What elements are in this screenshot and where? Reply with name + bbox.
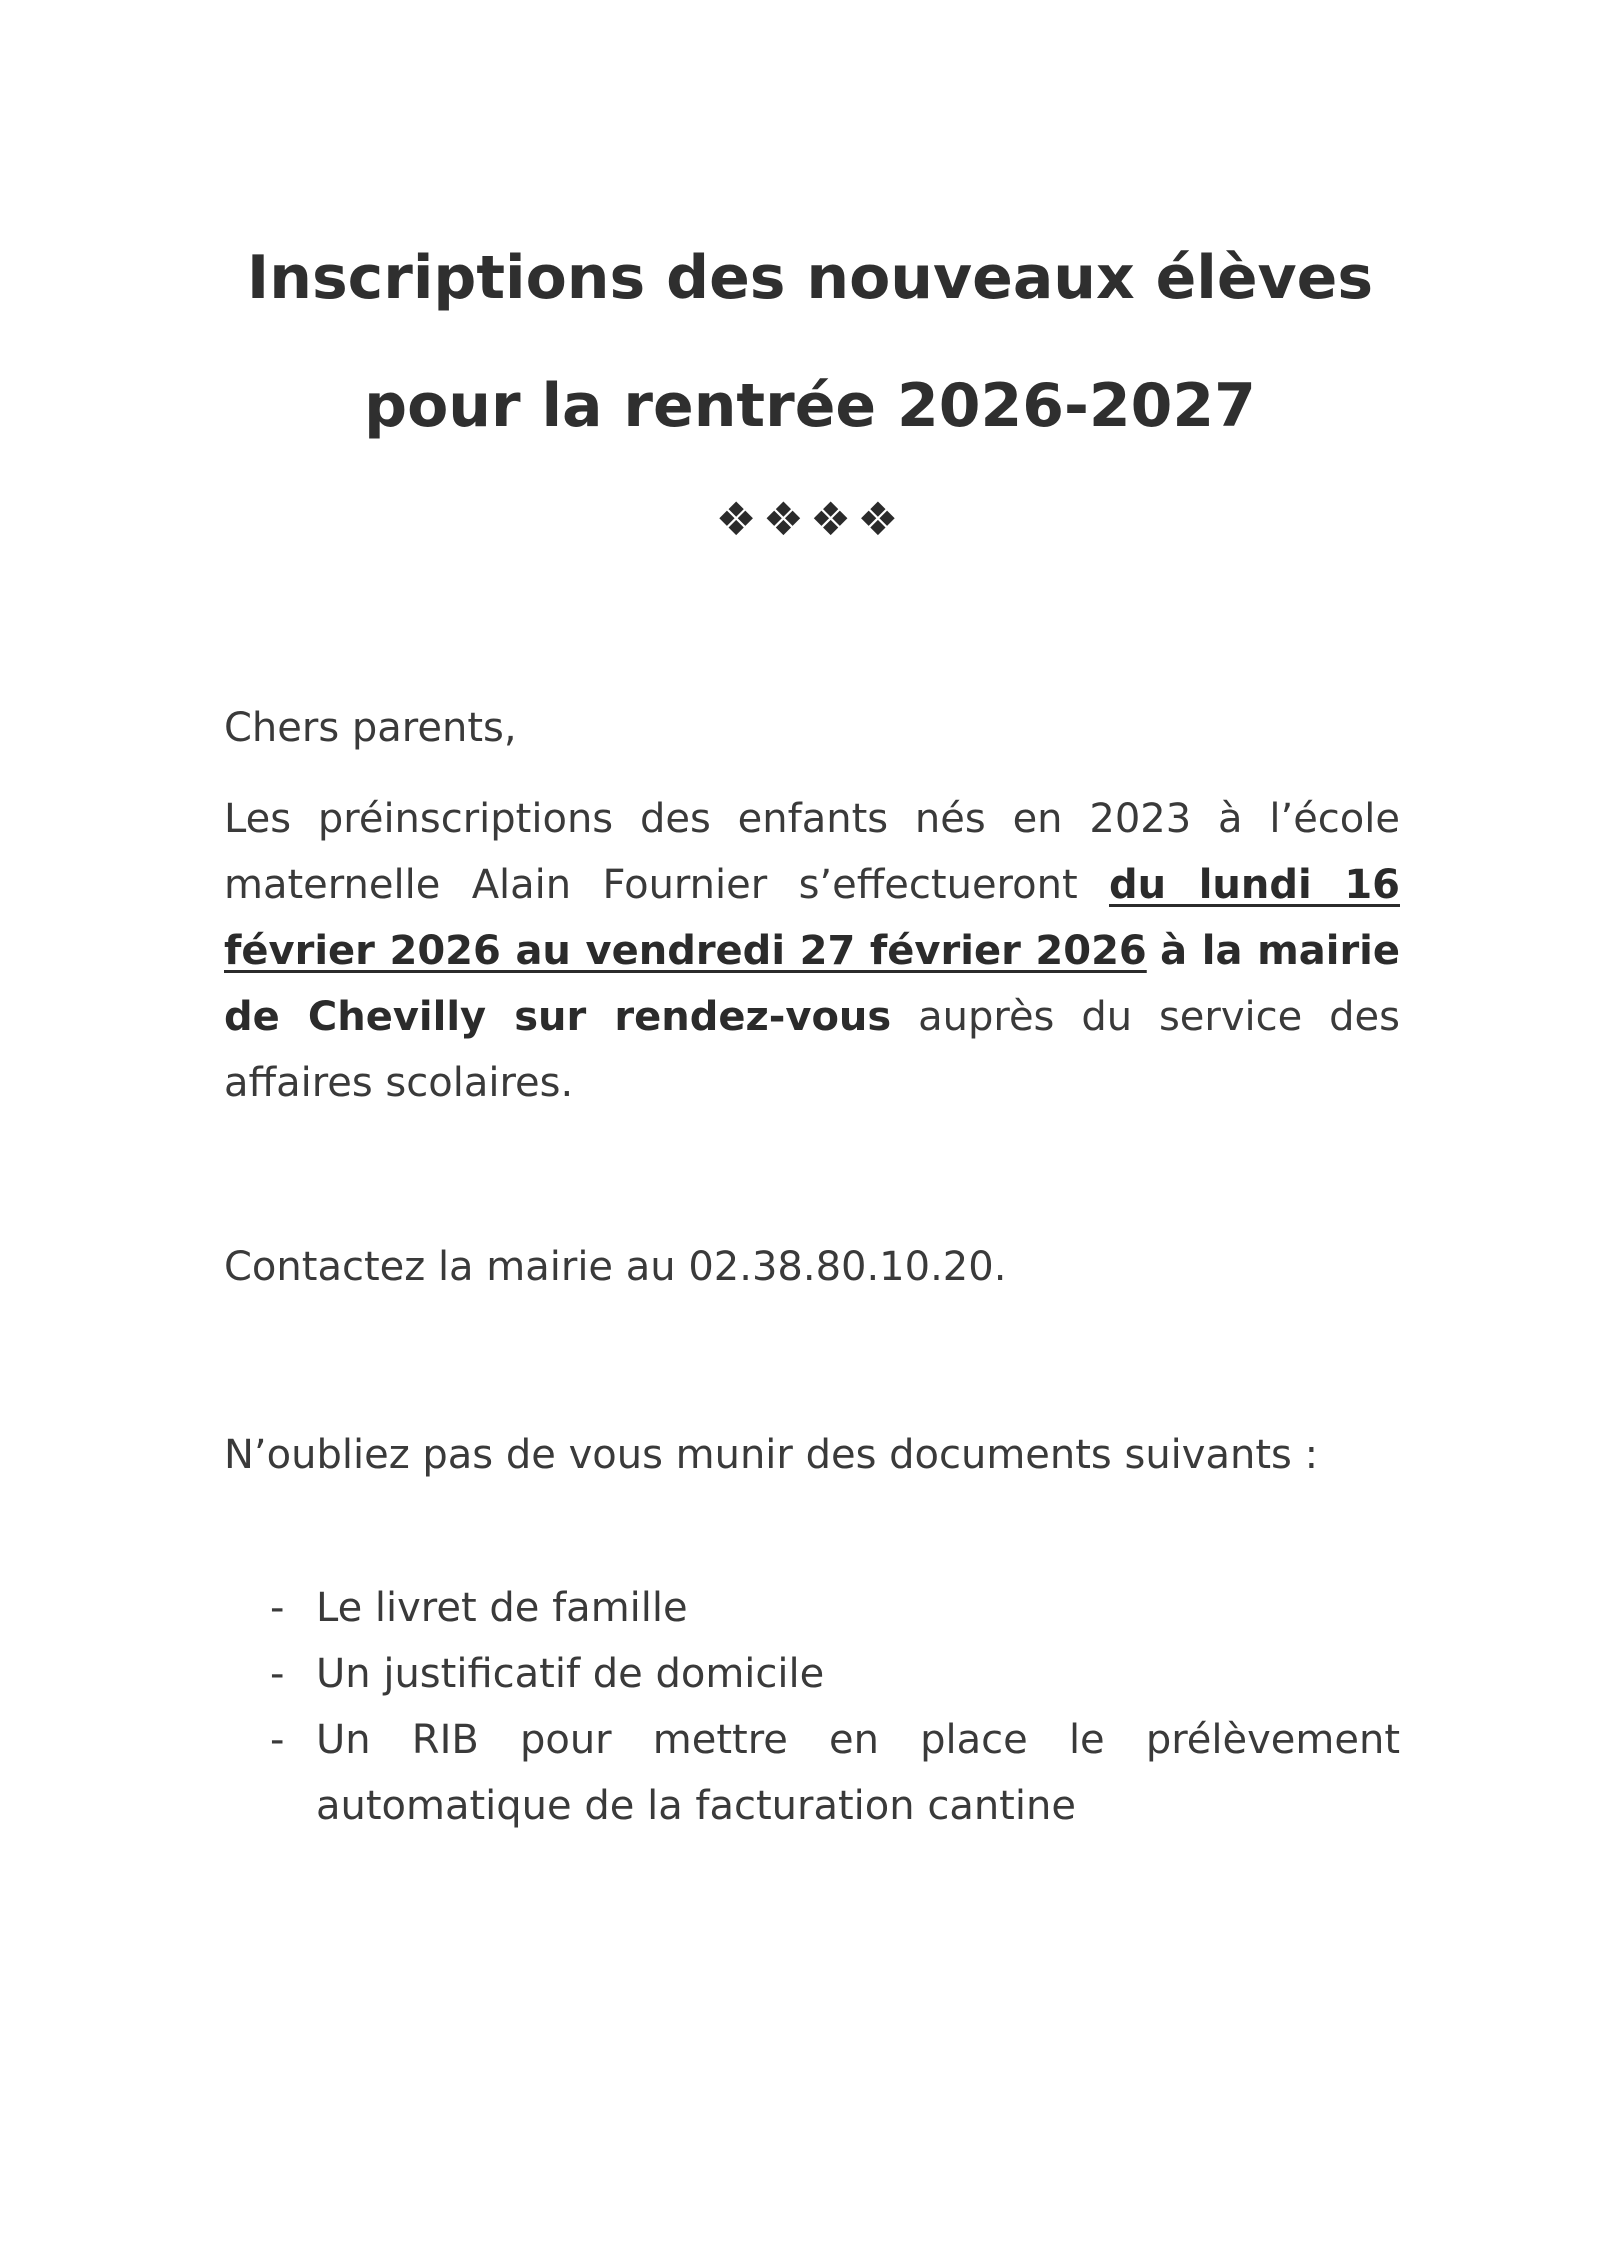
documents-intro: N’oubliez pas de vous munir des documents suivants : (224, 1432, 1319, 1478)
dash-bullet-icon: - (270, 1717, 285, 1763)
paragraph-space (1147, 928, 1160, 974)
documents-list (224, 1575, 1400, 1839)
page-title-line-1: Inscriptions des nouveaux élèves (246, 243, 1374, 313)
list-item (224, 1707, 1400, 1839)
list-item-text: Un justificatif de domicile (316, 1651, 825, 1697)
list-item (224, 1575, 1400, 1641)
page-title-line-2: pour la rentrée 2026-2027 (364, 371, 1256, 441)
greeting: Chers parents, (224, 705, 517, 751)
list-item (224, 1641, 1400, 1707)
dash-bullet-icon: - (270, 1585, 285, 1631)
registration-location: à la mairie de Chevilly sur rendez-vous (224, 928, 1401, 1040)
list-item-text: Un RIB pour mettre en place le prélèvement automatique de la facturation cantine (316, 1717, 1400, 1829)
diamond-ornament-icon: ❖❖❖❖ (715, 492, 905, 546)
paragraph-text-intro: Les préinscriptions des enfants nés en 2023 à l’école maternelle Alain Fournier s’effectueront (224, 796, 1400, 908)
paragraph-text-end: auprès du service des affaires scolaires. (224, 994, 1401, 1106)
list-item-text: Le livret de famille (316, 1585, 688, 1631)
contact-line: Contactez la mairie au 02.38.80.10.20. (224, 1244, 1007, 1290)
preinscription-paragraph (224, 786, 1400, 1116)
registration-dates: du lundi 16 février 2026 au vendredi 27 février 2026 (224, 862, 1400, 974)
dash-bullet-icon: - (270, 1651, 285, 1697)
